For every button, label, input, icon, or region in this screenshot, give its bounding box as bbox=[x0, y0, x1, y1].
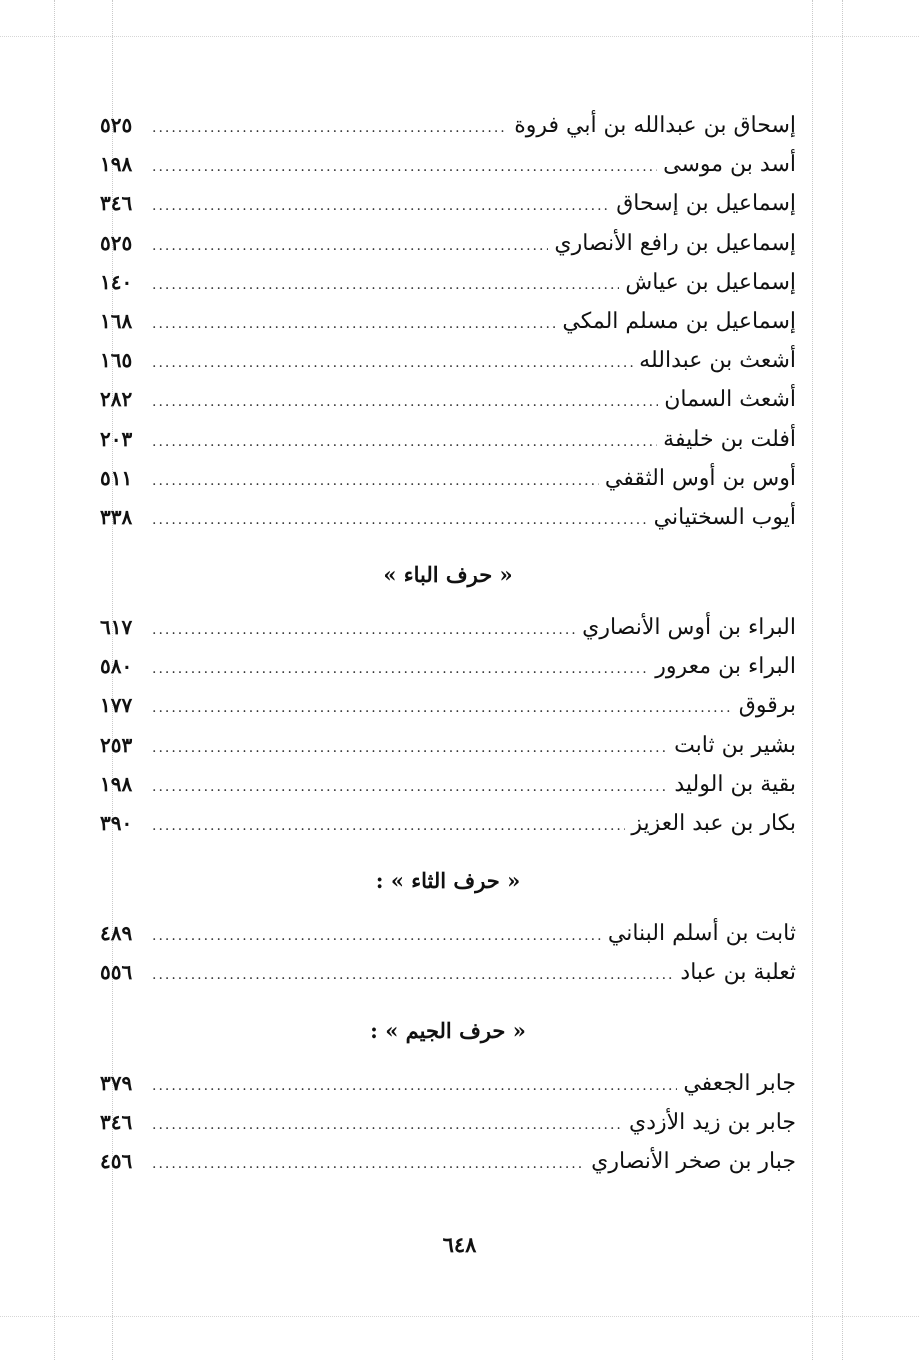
dot-leader bbox=[152, 689, 733, 728]
index-entry bbox=[100, 1064, 796, 1103]
entry-name: بقية بن الوليد bbox=[674, 771, 796, 797]
entry-page-number: ٣٧٩ bbox=[100, 1070, 133, 1095]
index-entry bbox=[100, 726, 796, 765]
scan-guide-line bbox=[0, 36, 919, 37]
dot-leader bbox=[152, 956, 674, 995]
section-spacer bbox=[100, 537, 796, 560]
dot-leader bbox=[152, 462, 599, 501]
page-number: ٦٤٨ bbox=[442, 1232, 477, 1257]
dot-leader bbox=[152, 650, 649, 689]
entry-page-number: ٥١١ bbox=[100, 465, 133, 490]
index-entry bbox=[100, 608, 796, 647]
entry-name: بشير بن ثابت bbox=[674, 732, 796, 758]
entry-page-number: ٥٥٦ bbox=[100, 960, 133, 985]
section-heading: « حرف الجيم » : bbox=[370, 1017, 526, 1043]
entry-page-number: ٥٨٠ bbox=[100, 654, 133, 679]
entry-name: بكار بن عبد العزيز bbox=[631, 811, 796, 836]
entry-page-number: ٣٩٠ bbox=[100, 811, 133, 835]
index-entry bbox=[100, 1142, 796, 1181]
entry-name: البراء بن أوس الأنصاري bbox=[582, 615, 796, 641]
dot-leader bbox=[152, 1145, 585, 1184]
section-spacer bbox=[100, 843, 796, 866]
dot-leader bbox=[152, 227, 548, 266]
index-entry bbox=[100, 953, 796, 992]
entry-name: جابر الجعفي bbox=[683, 1070, 796, 1096]
entry-page-number: ١٧٧ bbox=[100, 693, 133, 718]
index-entry bbox=[100, 224, 796, 263]
dot-leader bbox=[152, 1067, 677, 1106]
index-entry bbox=[100, 459, 796, 498]
section-heading: « حرف الباء » bbox=[383, 562, 513, 588]
entry-name: جابر بن زيد الأزدي bbox=[628, 1109, 796, 1135]
index-entry bbox=[100, 686, 796, 725]
dot-leader bbox=[152, 109, 508, 148]
dot-leader bbox=[152, 423, 657, 462]
entry-page-number: ٢٥٣ bbox=[100, 732, 133, 757]
entry-page-number: ٣٤٦ bbox=[100, 191, 133, 216]
dot-leader bbox=[152, 729, 668, 768]
entry-page-number: ١٩٨ bbox=[100, 771, 133, 796]
index-entry bbox=[100, 420, 796, 459]
dot-leader bbox=[152, 148, 657, 187]
section-spacer bbox=[100, 590, 796, 608]
entry-name: إسماعيل بن رافع الأنصاري bbox=[554, 230, 796, 256]
index-entry bbox=[100, 1103, 796, 1142]
entry-name: ثعلبة بن عباد bbox=[680, 960, 796, 986]
section-heading: « حرف الثاء » : bbox=[375, 868, 521, 894]
dot-leader bbox=[152, 305, 556, 344]
index-entry bbox=[100, 914, 796, 953]
entry-page-number: ٣٤٦ bbox=[100, 1109, 133, 1134]
entry-page-number: ٥٢٥ bbox=[100, 230, 133, 255]
index-entry bbox=[100, 341, 796, 380]
entry-name: أيوب السختياني bbox=[653, 504, 796, 530]
entry-name: أشعث السمان bbox=[664, 387, 796, 413]
dot-leader bbox=[152, 611, 576, 650]
index-entry bbox=[100, 184, 796, 223]
scan-guide-line bbox=[842, 0, 843, 1360]
index-entry bbox=[100, 647, 796, 686]
dot-leader bbox=[152, 807, 625, 846]
index-entry bbox=[100, 765, 796, 804]
dot-leader bbox=[152, 344, 633, 383]
entry-name: برقوق bbox=[738, 693, 796, 719]
index-entry bbox=[100, 804, 796, 843]
entry-name: إسحاق بن عبدالله بن أبي فروة bbox=[514, 113, 796, 138]
entry-page-number: ٦١٧ bbox=[100, 615, 133, 640]
dot-leader bbox=[152, 187, 610, 226]
scan-guide-line bbox=[812, 0, 813, 1360]
entry-name: إسماعيل بن مسلم المكي bbox=[562, 308, 796, 334]
index-entry bbox=[100, 302, 796, 341]
entry-name: أوس بن أوس الثقفي bbox=[604, 465, 796, 491]
dot-leader bbox=[152, 383, 658, 422]
entry-page-number: ٤٥٦ bbox=[100, 1148, 133, 1173]
index-entry bbox=[100, 145, 796, 184]
index-entry bbox=[100, 380, 796, 419]
entry-name: أشعث بن عبدالله bbox=[639, 348, 796, 374]
entry-name: أفلت بن خليفة bbox=[663, 426, 796, 452]
index-entry bbox=[100, 106, 796, 145]
entry-name: ثابت بن أسلم البناني bbox=[607, 921, 796, 947]
entry-page-number: ٣٣٨ bbox=[100, 504, 133, 529]
dot-leader bbox=[152, 501, 648, 540]
entry-name: جبار بن صخر الأنصاري bbox=[591, 1148, 796, 1174]
scan-guide-line bbox=[0, 1316, 919, 1317]
dot-leader bbox=[152, 917, 602, 956]
entry-name: إسماعيل بن إسحاق bbox=[616, 191, 796, 217]
index-entry bbox=[100, 263, 796, 302]
entry-page-number: ٢٨٢ bbox=[100, 387, 133, 412]
section-spacer bbox=[100, 993, 796, 1016]
index-list bbox=[100, 106, 796, 1181]
scan-guide-line bbox=[54, 0, 55, 1360]
index-entry bbox=[100, 498, 796, 537]
entry-page-number: ٢٠٣ bbox=[100, 426, 133, 451]
entry-name: أسد بن موسى bbox=[663, 152, 796, 178]
section-spacer bbox=[100, 896, 796, 914]
entry-page-number: ١٩٨ bbox=[100, 152, 133, 177]
entry-page-number: ٤٨٩ bbox=[100, 921, 133, 946]
dot-leader bbox=[152, 1106, 623, 1145]
dot-leader bbox=[152, 768, 668, 807]
entry-page-number: ١٦٥ bbox=[100, 348, 133, 373]
dot-leader bbox=[152, 266, 619, 305]
entry-name: إسماعيل بن عياش bbox=[625, 269, 796, 295]
entry-page-number: ١٤٠ bbox=[100, 269, 133, 294]
entry-name: البراء بن معرور bbox=[655, 654, 796, 680]
entry-page-number: ٥٢٥ bbox=[100, 113, 133, 137]
entry-page-number: ١٦٨ bbox=[100, 308, 133, 333]
section-spacer bbox=[100, 1046, 796, 1064]
